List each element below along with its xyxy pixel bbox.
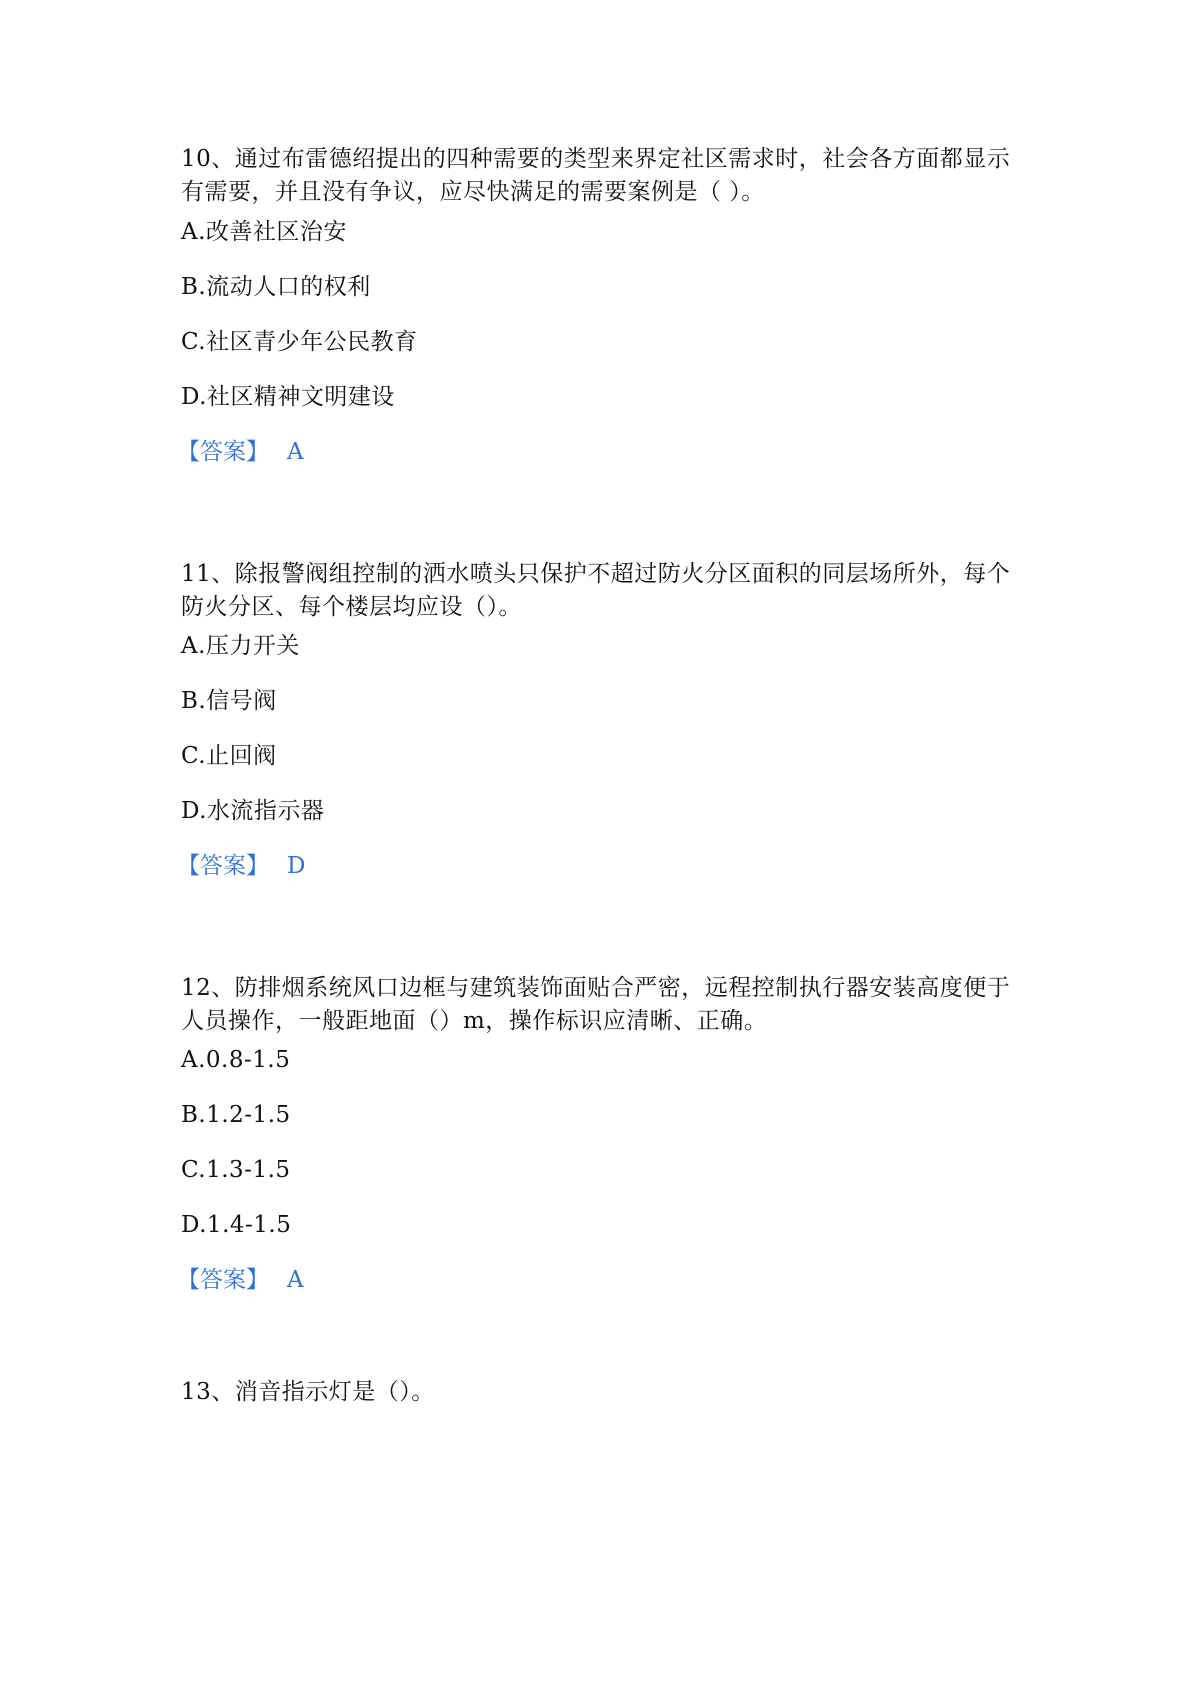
answer-value: A: [287, 439, 304, 465]
question-10-option-d: D.社区精神文明建设: [181, 384, 395, 410]
question-10-option-a: A.改善社区治安: [181, 219, 347, 245]
question-12-option-b: B.1.2-1.5: [181, 1102, 291, 1128]
question-11-option-a: A.压力开关: [181, 633, 300, 659]
question-10-option-b: B.流动人口的权利: [181, 274, 371, 300]
question-12-answer: [177, 1265, 304, 1295]
question-13-stem: 13、消音指示灯是（）。: [181, 1379, 435, 1405]
question-11-stem: 11、除报警阀组控制的洒水喷头只保护不超过防火分区面积的同层场所外，每个防火分区、每个楼层均应设（）。: [181, 561, 1011, 620]
answer-value: D: [287, 853, 306, 879]
question-11-option-d: D.水流指示器: [181, 798, 325, 824]
question-11-option-c: C.止回阀: [181, 743, 277, 769]
answer-label: 【答案】: [177, 853, 269, 879]
question-12-option-a: A.0.8-1.5: [181, 1047, 291, 1073]
question-11-answer: [177, 851, 305, 881]
answer-value: A: [287, 1267, 304, 1293]
question-10-stem: 10、通过布雷德绍提出的四种需要的类型来界定社区需求时，社会各方面都显示有需要，并且没有争议，应尽快满足的需要案例是（ ）。: [181, 146, 1011, 205]
question-12-option-c: C.1.3-1.5: [181, 1157, 291, 1183]
question-12-option-d: D.1.4-1.5: [181, 1212, 292, 1238]
question-12-stem: 12、防排烟系统风口边框与建筑装饰面贴合严密，远程控制执行器安装高度便于人员操作，一般距地面（）m，操作标识应清晰、正确。: [181, 975, 1011, 1034]
question-10-answer: [177, 437, 304, 467]
question-11-option-b: B.信号阀: [181, 688, 277, 714]
answer-label: 【答案】: [177, 1267, 269, 1293]
answer-label: 【答案】: [177, 439, 269, 465]
question-10-option-c: C.社区青少年公民教育: [181, 329, 418, 355]
